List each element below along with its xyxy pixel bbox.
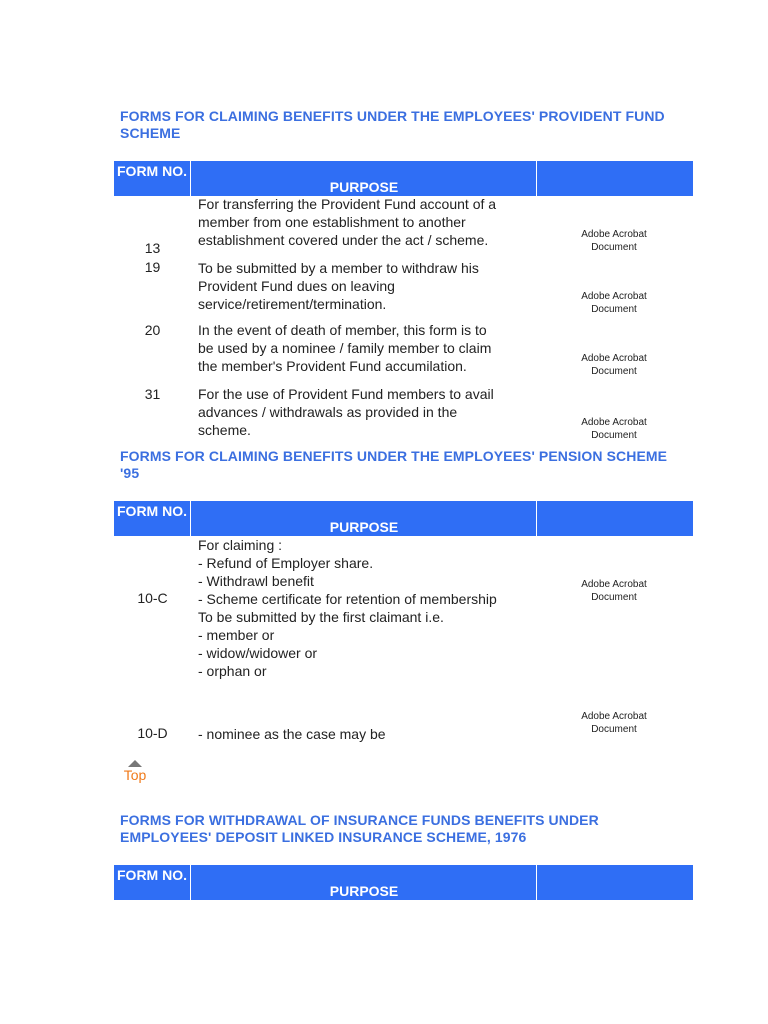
pdf-document-link[interactable]: Adobe Acrobat Document bbox=[581, 229, 647, 253]
table-header-pension bbox=[114, 501, 693, 536]
header-purpose: PURPOSE bbox=[192, 161, 537, 196]
header-document bbox=[537, 501, 693, 536]
form-no-cell: 20 bbox=[144, 322, 161, 338]
header-purpose: PURPOSE bbox=[192, 865, 537, 900]
form-no-cell: 10-D bbox=[137, 725, 168, 741]
header-document bbox=[537, 161, 693, 196]
purpose-cell: For claiming : - Refund of Employer share. - Withdrawl benefit - Scheme certificate for retention of membership To be submitted by the first claimant i.e. - member or - widow/widower or - orphan or bbox=[198, 537, 497, 679]
purpose-cell: - nominee as the case may be bbox=[198, 726, 386, 742]
form-no-cell: 31 bbox=[144, 386, 161, 402]
table-header-pf bbox=[114, 161, 693, 196]
purpose-cell: In the event of death of member, this form is to be used by a nominee / family member to claim the member's Provident Fund accumilation. bbox=[198, 322, 492, 374]
header-purpose: PURPOSE bbox=[192, 501, 537, 536]
pdf-document-link[interactable]: Adobe Acrobat Document bbox=[581, 353, 647, 377]
table-header-insurance bbox=[114, 865, 693, 900]
back-to-top-link[interactable] bbox=[120, 760, 150, 784]
section-title-pension: FORMS FOR CLAIMING BENEFITS UNDER THE EMPLOYEES' PENSION SCHEME '95 bbox=[120, 448, 668, 481]
section-title-pf: FORMS FOR CLAIMING BENEFITS UNDER THE EMPLOYEES' PROVIDENT FUND SCHEME bbox=[120, 108, 665, 141]
pdf-document-link[interactable]: Adobe Acrobat Document bbox=[581, 579, 647, 603]
header-form-no: FORM NO. bbox=[114, 865, 191, 900]
purpose-cell: For the use of Provident Fund members to avail advances / withdrawals as provided in the scheme. bbox=[198, 386, 494, 438]
section-title-insurance: FORMS FOR WITHDRAWAL OF INSURANCE FUNDS BENEFITS UNDER EMPLOYEES' DEPOSIT LINKED INSURANCE SCHEME, 1976 bbox=[120, 812, 599, 845]
purpose-cell: For transferring the Provident Fund account of a member from one establishment to another establishment covered under the act / scheme. bbox=[198, 196, 497, 248]
top-link-label: Top bbox=[123, 767, 147, 783]
purpose-cell: To be submitted by a member to withdraw his Provident Fund dues on leaving service/retirement/termination. bbox=[198, 260, 479, 312]
form-no-cell: 13 bbox=[144, 240, 161, 256]
header-document bbox=[537, 865, 693, 900]
pdf-document-link[interactable]: Adobe Acrobat Document bbox=[581, 417, 647, 441]
up-arrow-icon bbox=[128, 760, 142, 767]
form-no-cell: 19 bbox=[144, 259, 161, 275]
header-form-no: FORM NO. bbox=[114, 161, 191, 196]
pdf-document-link[interactable]: Adobe Acrobat Document bbox=[581, 711, 647, 735]
header-form-no: FORM NO. bbox=[114, 501, 191, 536]
pdf-document-link[interactable]: Adobe Acrobat Document bbox=[581, 291, 647, 315]
form-no-cell: 10-C bbox=[137, 590, 168, 606]
